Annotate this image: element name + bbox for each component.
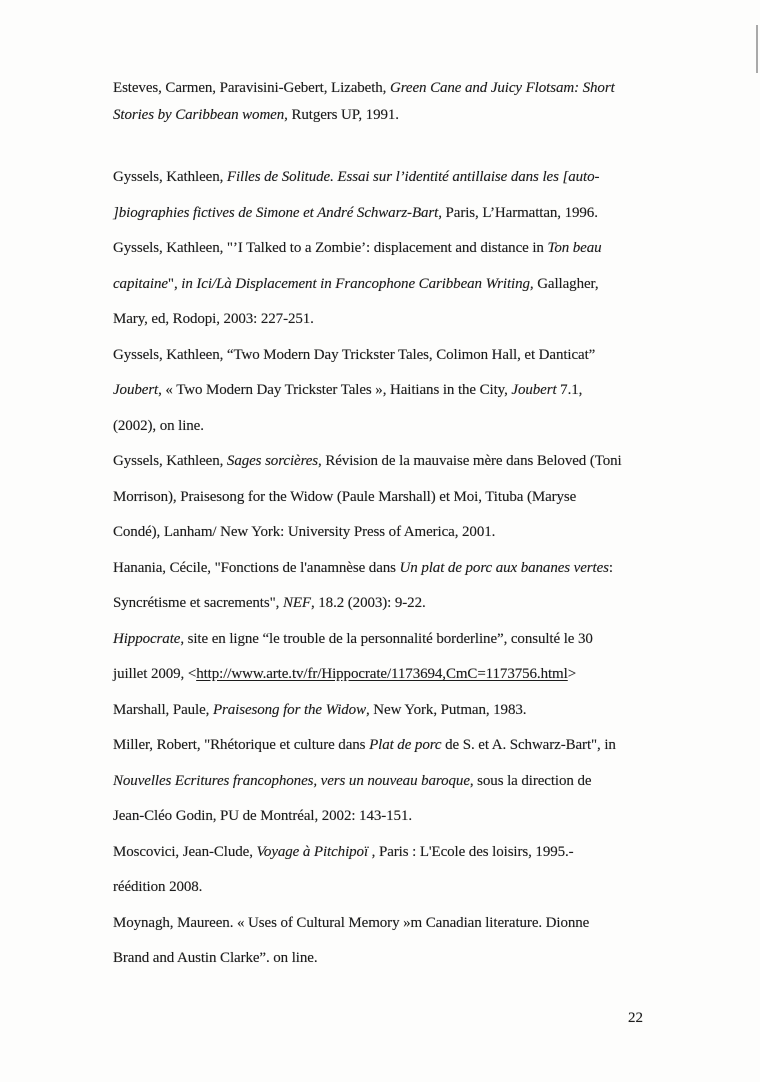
text-segment: juillet 2009, < [113,666,197,682]
text-segment: Miller, Robert, "Rhétorique et culture dans [113,737,370,753]
text-segment: capitaine [113,275,168,292]
text-segment: Filles de Solitude. Essai sur l’identité antillaise dans les [auto- [226,169,600,185]
text-segment: , Rutgers UP, 1991. [284,107,399,123]
text-segment: Esteves, Carmen, Paravisini-Gebert, Lizabeth, [113,80,390,96]
text-segment: , Paris, L’Harmattan, 1996. [438,204,598,221]
text-segment: Hippocrate [113,630,181,647]
bibliography-line [113,551,673,587]
bibliography-line [113,835,673,871]
text-segment: Ton beau [547,240,602,256]
bibliography-line [113,480,673,516]
text-segment: ", [167,275,182,292]
text-segment: Hanania, Cécile, "Fonctions de l'anamnèse dans [113,559,400,576]
text-segment: in Ici/Là Displacement in Francophone Caribbean Writing, [181,275,534,292]
text-segment: Mary, ed, Rodopi, 2003: 227-251. [113,311,314,327]
bibliography-line [113,75,673,102]
bibliography-line [113,409,673,445]
bibliography-line [113,231,673,267]
text-segment: Condé), Lanham/ New York: University Press of America, 2001. [113,524,496,540]
text-segment: , Révision de la mauvaise mère dans Beloved (Toni [318,453,622,469]
text-segment: , « Two Modern Day Trickster Tales », Haitians in the City, [158,382,512,398]
bibliography-entry [113,693,673,729]
bibliography-line [113,764,673,800]
text-segment: Gyssels, Kathleen, [113,169,227,185]
bibliography-entry [113,338,673,445]
bibliography-line [113,444,673,480]
text-segment: : [608,559,613,576]
bibliography-line [113,941,673,977]
text-segment: Praisesong for the Widow [212,701,366,718]
text-segment: Joubert [511,382,557,398]
text-segment: réédition 2008. [113,879,203,895]
text-segment: Marshall, Paule, [113,701,213,718]
url-text: http://www.arte.tv/fr/Hippocrate/1173694,CmC=1173756.html [196,666,568,682]
bibliography-entry [113,906,673,977]
bibliography-line [113,728,673,764]
text-segment: , Paris : L'Ecole des loisirs, 1995.- [368,843,574,860]
bibliography-line [113,693,673,729]
bibliography-line [113,196,673,232]
text-segment: , site en ligne “le trouble de la personnalité borderline”, consulté le 30 [180,630,593,647]
text-segment: Jean-Cléo Godin, PU de Montréal, 2002: 143-151. [113,808,413,824]
text-segment: Syncrétisme et sacrements", [113,595,283,611]
text-segment: Moscovici, Jean-Clude, [113,843,257,860]
bibliography-line [113,267,673,303]
bibliography-line [113,870,673,906]
text-segment: ]biographies fictives de Simone et André Schwarz-Bart [113,204,439,221]
bibliography-entry [113,728,673,835]
text-segment: , sous la direction de [469,772,592,789]
bibliography-line [113,799,673,835]
text-segment: , 18.2 (2003): 9-22. [310,595,426,611]
bibliography-line [113,102,673,129]
bibliography-line [113,338,673,374]
text-segment: (2002), on line. [113,417,204,434]
text-segment: Plat de porc [369,737,442,753]
text-segment: > [567,666,577,682]
text-segment: Stories by Caribbean women [113,107,285,123]
page-number: 22 [628,1010,643,1026]
bibliography-line [113,515,673,551]
text-segment: Morrison), Praisesong for the Widow (Paule Marshall) et Moi, Tituba (Maryse [113,488,577,505]
bibliography-entry [113,835,673,906]
bibliography-entry [113,444,673,551]
bibliography-line [113,586,673,622]
text-segment: 7.1, [556,382,583,398]
bibliography-entry [113,231,673,338]
bibliography-line [113,622,673,658]
bibliography-entry [113,551,673,622]
text-segment: Un plat de porc aux bananes vertes [399,559,609,576]
bibliography-line [113,160,673,196]
text-segment: Joubert [113,382,159,398]
text-segment: de S. et A. Schwarz-Bart", in [441,737,616,753]
bibliography-line [113,657,673,693]
text-segment: Gyssels, Kathleen, [113,453,227,469]
text-segment: Voyage à Pitchipoï [256,843,369,860]
text-segment: Gallagher, [533,275,599,292]
text-segment: Green Cane and Juicy Flotsam: Short [389,80,615,96]
text-segment: NEF [282,595,311,611]
text-segment: Sages sorcières [226,453,319,469]
text-segment: , New York, Putman, 1983. [365,701,527,718]
text-segment: Nouvelles Ecritures francophones, vers un nouveau baroque [113,772,470,789]
text-segment: Gyssels, Kathleen, “Two Modern Day Trickster Tales, Colimon Hall, et Danticat” [113,346,596,363]
scan-edge-artifact [756,25,758,73]
bibliography-line [113,373,673,409]
text-segment: Brand and Austin Clarke”. on line. [113,950,318,966]
text-segment: Moynagh, Maureen. « Uses of Cultural Memory »m Canadian literature. Dionne [113,914,590,931]
bibliography-entry [113,75,673,129]
text-segment: Gyssels, Kathleen, "’I Talked to a Zombie’: displacement and distance in [113,240,548,256]
bibliography-line [113,302,673,338]
bibliography [113,75,673,977]
bibliography-entry [113,622,673,693]
bibliography-entry [113,160,673,231]
bibliography-line [113,906,673,942]
